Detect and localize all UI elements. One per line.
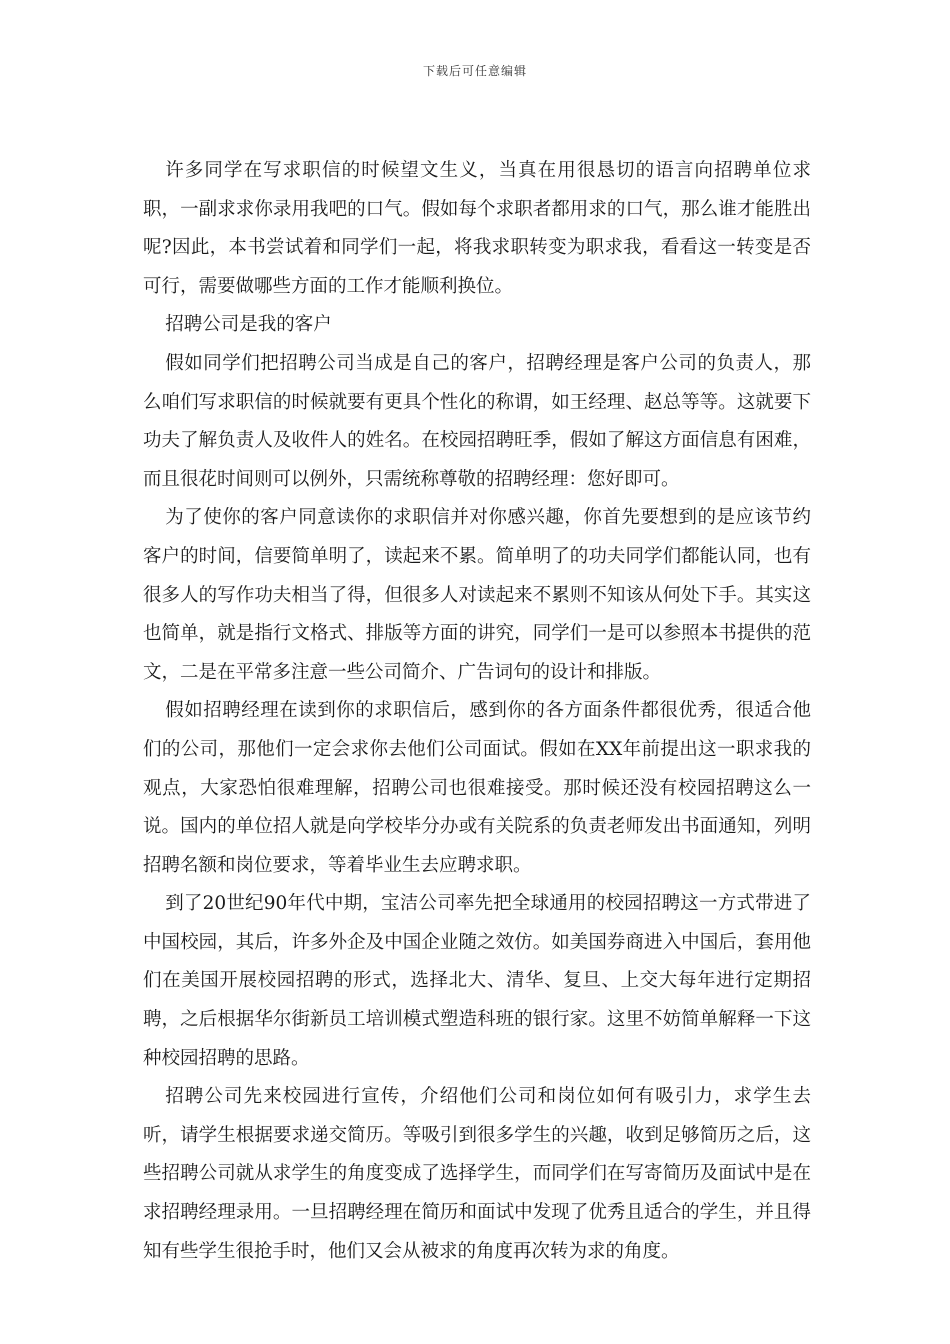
section-heading: 招聘公司是我的客户	[165, 314, 332, 336]
document-body	[143, 152, 811, 1271]
paragraph-campus-recruiting: 招聘公司先来校园进行宣传，介绍他们公司和岗位如何有吸引力，求学生去听，请学生根据要求递交简历。等吸引到很多学生的兴趣，收到足够简历之后，这些招聘公司就从求学生的角度变成了选择学生，而同学们在写寄简历及面试中是在求招聘经理录用。一旦招聘经理在简历和面试中发现了优秀且适合的学生，并且得知有些学生很抢手时，他们又会从被求的角度再次转为求的角度。	[143, 1086, 811, 1262]
paragraph-interview: 假如招聘经理在读到你的求职信后，感到你的各方面条件都很优秀，很适合他们的公司，那他们一定会求你去他们公司面试。假如在XX年前提出这一职求我的观点，大家恐怕很难理解，招聘公司也很难接受。那时候还没有校园招聘这么一说。国内的单位招人就是向学校毕分办或有关院系的负责老师发出书面通知，列明招聘名额和岗位要求，等着毕业生去应聘求职。	[143, 700, 811, 876]
paragraph-client: 假如同学们把招聘公司当成是自己的客户，招聘经理是客户公司的负责人，那么咱们写求职信的时候就要有更具个性化的称谓，如王经理、赵总等等。这就要下功夫了解负责人及收件人的姓名。在校园招聘旺季，假如了解这方面信息有困难，而且很花时间则可以例外，只需统称尊敬的招聘经理：您好即可。	[143, 352, 811, 490]
paragraph-history: 到了20世纪90年代中期，宝洁公司率先把全球通用的校园招聘这一方式带进了中国校园，其后，许多外企及中国企业随之效仿。如美国券商进入中国后，套用他们在美国开展校园招聘的形式，选择北大、清华、复旦、上交大每年进行定期招聘，之后根据华尔街新员工培训模式塑造科班的银行家。这里不妨简单解释一下这种校园招聘的思路。	[143, 893, 811, 1069]
paragraph-intro: 许多同学在写求职信的时候望文生义，当真在用很恳切的语言向招聘单位求职，一副求求你录用我吧的口气。假如每个求职者都用求的口气，那么谁才能胜出呢?因此，本书尝试着和同学们一起，将我求职转变为职求我，看看这一转变是否可行，需要做哪些方面的工作才能顺利换位。	[143, 160, 811, 297]
paragraph-concise: 为了使你的客户同意读你的求职信并对你感兴趣，你首先要想到的是应该节约客户的时间，信要简单明了，读起来不累。简单明了的功夫同学们都能认同，也有很多人的写作功夫相当了得，但很多人对读起来不累则不知该从何处下手。其实这也简单，就是指行文格式、排版等方面的讲究，同学们一是可以参照本书提供的范文，二是在平常多注意一些公司简介、广告词句的设计和排版。	[143, 507, 811, 683]
page-header: 下载后可任意编辑	[422, 64, 527, 78]
